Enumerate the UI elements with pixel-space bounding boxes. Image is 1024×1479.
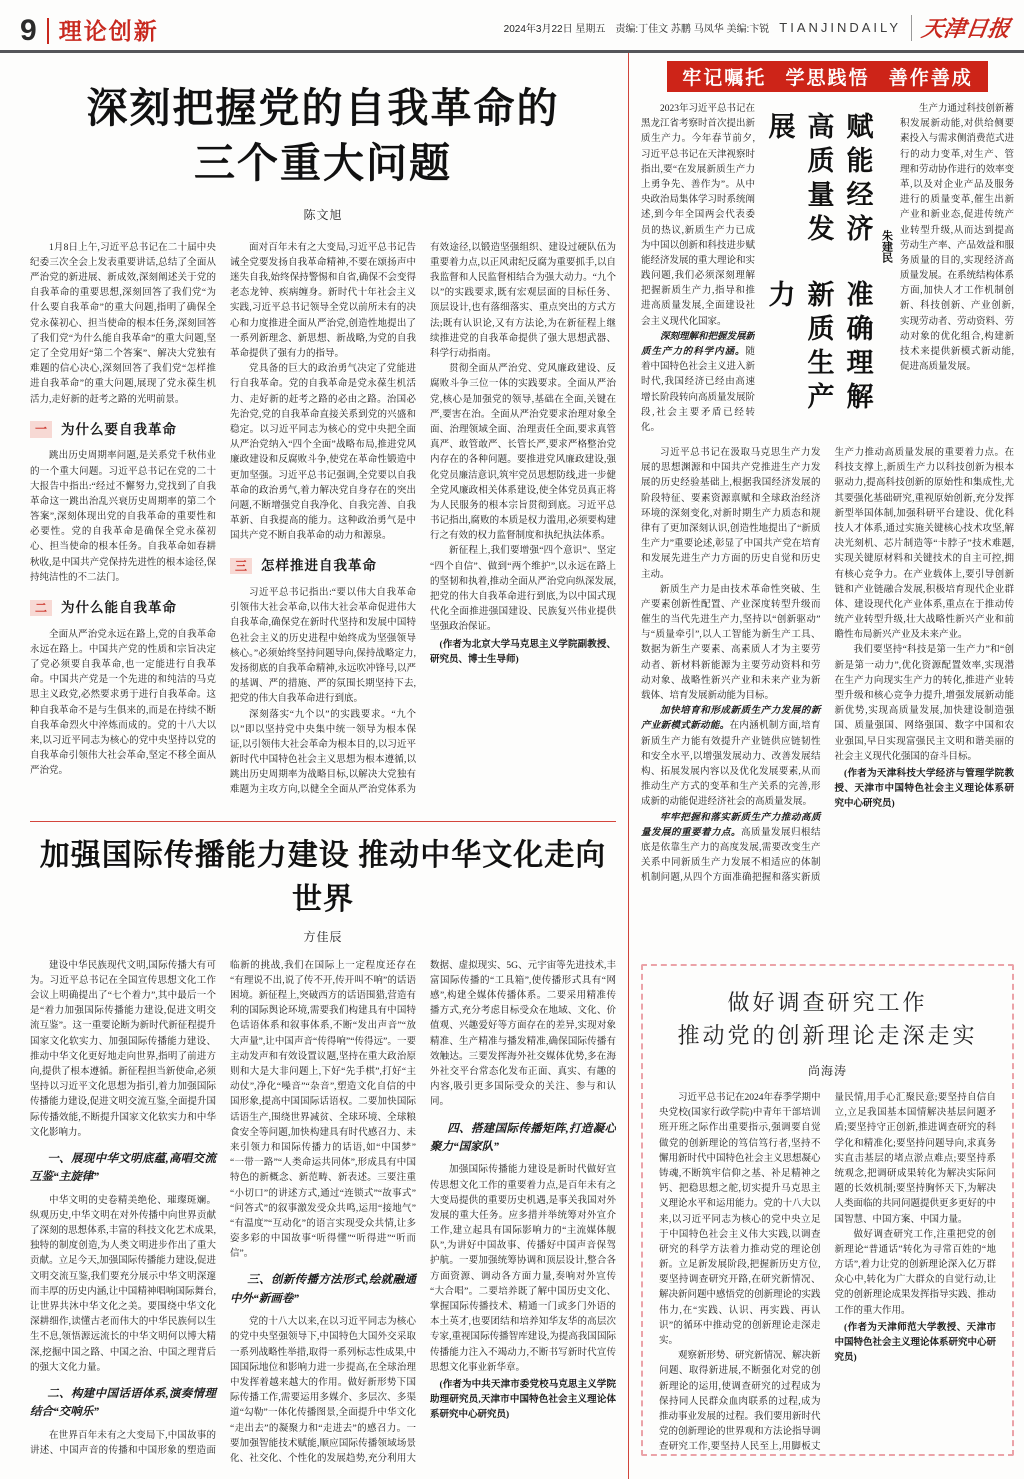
body-paragraph: 加快培育和形成新质生产力发展的新产业新模式新动能。在内涵机制方面,培育新质生产力能有效提升产业链供应链韧性和安全水平,以增强发展动力、改善发展结构、拓展发展内容以及优化发展要素,从而推动生产方式的变革和生产关系的完善,形成新的动能促进经济社会的高质量发展。 — [641, 706, 821, 808]
body-paragraph: 2023年习近平总书记在黑龙江省考察时首次提出新质生产力。今年春节前夕,习近平总书记在天津视察时指出,要“在发展新质生产力上勇争先、善作为”。从中央政治局集体学习时系统阐述,到今年全国两会代表委员的热议,新质生产力已成为中国以创新和科技进步赋能经济发展的重大理论和实践问题,我们必须深刻理解把握新质生产力,指导和推进高质量发展,全面建设社会主义现代化国家。 — [641, 104, 755, 327]
subhead-number: 三 — [230, 558, 252, 574]
byline: 尚海涛 — [807, 1064, 847, 1078]
article-headline: 加强国际传播能力建设 推动中华文化走向世界 — [39, 838, 607, 916]
section-title: 理论创新 — [58, 17, 159, 44]
left-column-region — [0, 53, 628, 1479]
body-paragraph: 跳出历史周期率问题,是关系党千秋伟业的一个重大问题。习近平总书记在党的二十大报告中指出:“经过不懈努力,党找到了自我革命这一跳出治乱兴衰历史周期率的第二个答案”,深刻体现出党的自我革命的重要性和必要性。党的自我革命是确保全党永葆初心、担当使命的根本任务。自我革命如春耕秋收,是中国共产党保持先进性的根本途径,保持纯洁性的不二法门。 — [30, 451, 216, 583]
section-subhead: 四、搭建国际传播矩阵,打造凝心聚力“国家队” — [430, 1122, 616, 1153]
section-subhead — [230, 555, 416, 577]
divider-bar — [911, 15, 912, 41]
page-number: 9 — [20, 14, 37, 47]
section-subhead: 三、创新传播方法形式,绘就融通中外“新画卷” — [230, 1274, 416, 1305]
body-paragraph: 我们要坚持“科技是第一生产力”和“创新是第一动力”,优化资源配置效率,实现潜在生产力向现实生产力的转化,推进产业转型升级和核心竞争力提升,增强发展新动能新优势,实现高质量发展,加快建设制造强国、质量强国、网络强国、数字中国和农业强国,早日实现富强民主文明和谐美丽的社会主义现代化强国的奋斗目标。 — [834, 645, 1014, 762]
subhead-number: 二 — [30, 600, 52, 616]
body-paragraph: 习近平总书记在汲取马克思生产力发展的思想渊源和中国共产党推进生产力发展的历史经验基础上,根据我国经济发展的阶段特征、要素资源禀赋和全球政治经济环境的深刻变化,对新时期生产力质态和规律有了更加深刻认识,创造性地提出了“新质生产力”重要论述,彰显了中国共产党在培育和发展先进生产力方面的历史自觉和历史主动。 — [641, 448, 821, 580]
body-paragraph: 全面从严治党永远在路上,党的自我革命永远在路上。中国共产党的性质和宗旨决定了党必须要自我革命,也一定能进行自我革命。中国共产党是一个先进的和纯洁的马克思主义政党,必然要求勇于进行自我革命。这种自我革命不是与生俱来的,而是在持续不断自我革命烈火中淬炼而成的。党的十八大以来,以习近平同志为核心的党中央坚持以党的自我革命引领伟大社会革命,坚定不移全面从严治党。 — [30, 629, 216, 777]
body-paragraph: 深刻落实“九个以”的实践要求。“九个以”即以坚持党中央集中统一领导为根本保证,以引领伟大社会革命为根本目的,以习近平新时代中国特色社会主义思想为根本遵循,以跳出历史周期率为战略目标,以解决大党独有难题为主攻方向,以健全全面从严治党体系为有效途径,以锻造坚强组织、建设过硬队伍为重要着力点,以正风肃纪反腐为重要抓手,以自我监督和人民监督相结合为强大动力。“九个以”的实践要求,既有宏观层面的目标任务、顶层设计,也有落细落实、重点突出的方式方法;既有认识论,又有方法论,为在新征程上继续推进党的自我革命提供了强大思想武器、科学行动指南。 — [230, 242, 616, 796]
body-paragraph: 建设中华民族现代文明,国际传播大有可为。习近平总书记在全国宣传思想文化工作会议上明确提出了“七个着力”,其中最后一个是“着力加强国际传播能力建设,促进文明交流互鉴”。这一重要论断为新时代新征程提升国家文化软实力、加强国际传播能力建设、推动中华文化更好地走向世界,指明了前进方向,提供了根本遵循。新征程担当新使命,必须坚持以习近平文化思想为指引,着力加强国际传播能力建设,促进文明交流互鉴,全面提升国际传播效能,不断提升国家文化软实力和中华文化影响力。 — [30, 960, 216, 1138]
author-attribution: (作者为中共天津市委党校马克思主义学院助理研究员,天津市中国特色社会主义理论体系研究中心研究员) — [430, 1379, 616, 1421]
newspaper-logo: 天津日报 — [920, 16, 1012, 41]
body-paragraph: 习近平总书记指出:“要以伟大自我革命引领伟大社会革命,以伟大社会革命促进伟大自我革命,确保党在新时代坚持和发展中国特色社会主义的历史进程中始终成为坚强领导核心。”必须始终坚持问题导向,保持战略定力,发扬彻底的自我革命精神,永远吹冲锋号,以严的基调、严的措施、严的氛围长期坚持下去,把党的伟大自我革命进行到底。 — [230, 588, 416, 705]
body-paragraph: 新征程上,我们要增强“四个意识”、坚定“四个自信”、做到“两个维护”,以永远在路上的坚韧和执着,推动全面从严治党向纵深发展,把党的伟大自我革命进行到底,为以中国式现代化全面推进强国建设、民族复兴伟业提供坚强政治保证。 — [430, 546, 616, 633]
article-body — [30, 241, 616, 809]
article-international-communication — [30, 830, 616, 1473]
section-subhead — [30, 597, 216, 619]
campaign-banner — [667, 61, 988, 92]
subhead-text: 为什么要自我革命 — [61, 421, 178, 437]
byline: 方佳辰 — [303, 929, 343, 944]
article-body — [659, 1091, 996, 1459]
right-column-region — [628, 53, 1024, 1479]
byline: 朱建民 — [880, 230, 893, 263]
page-header — [0, 0, 1024, 50]
vertical-headline — [755, 102, 900, 438]
body-paragraph: 深刻理解和把握发展新质生产力的科学内涵。随着中国特色社会主义进入新时代,我国经济已经由高速增长阶段转向高质量发展阶段,社会主要矛盾已经转化。 — [641, 331, 755, 433]
subhead-text: 怎样推进自我革命 — [261, 558, 378, 574]
paragraph-lead: 深刻理解和把握发展新质生产力的科学内涵。 — [641, 331, 755, 357]
section-masthead — [20, 16, 159, 46]
body-paragraph: 党具备的巨大的政治勇气决定了党能进行自我革命。党的自我革命是党永葆生机活力、走好新的赶考之路的必由之路。治国必先治党,党的自我革命直接关系到党的兴盛和稳定。以习近平同志为核心的党中央把全面从严治党纳入“四个全面”战略布局,推进党风廉政建设和反腐败斗争,使党在革命性锻造中更加坚强。习近平总书记强调,全党要以自我革命的政治勇气,着力解决党自身存在的突出问题,不断增强党自我净化、自我完善、自我革新、自我提高的能力。这种政治勇气是中国共产党不断自我革命的动力和源泉。 — [230, 364, 416, 542]
masthead-info — [504, 12, 1010, 43]
article-body-column — [900, 102, 1014, 438]
headline-line: 赋能经济高质量发展 — [764, 112, 873, 248]
body-paragraph: 做好调查研究工作,注重把党的创新理论“普通话”转化为寻常百姓的“地方话”,着力让党的创新理论深入亿万群众心中,转化为广大群众的自觉行动,让党的创新理论成果发挥指导实践、推动工作的重大作用。 — [834, 1229, 996, 1316]
body-paragraph: 1月8日上午,习近平总书记在二十届中央纪委三次全会上发表重要讲话,总结了全面从严治党的新进展、新成效,深刻阐述关于党的自我革命的重要思想,深刻回答了我们党“为什么要自我革命”的重大问题,指明了确保全党永葆初心、担当使命的根本任务,深刻回答了我们党“为什么能自我革命”的重大问题,坚定了全党用好“第二个答案”、解决大党独有难题的信心决心,深刻回答了我们党“怎样推进自我革命”的重大问题,展现了党永葆生机活力,走好新的赶考之路的光明前景。 — [30, 242, 216, 405]
section-subhead — [30, 419, 216, 441]
vertical-headline-text — [761, 112, 878, 438]
article-self-revolution — [30, 81, 616, 809]
paragraph-lead: 牢牢把握和落实新质生产力推动高质量发展的重要着力点。 — [641, 812, 821, 838]
body-paragraph: 贯彻全面从严治党、党风廉政建设、反腐败斗争三位一体的实践要求。全面从严治党,核心是加强党的领导,基础在全面,关键在严,要害在治。全面从严治党要求治理对象全面、治理领域全面、治理责任全面,要求真管真严、敢管敢严、长管长严,要求严格整治党内存在的各种问题。要推进党风廉政建设,强化党员廉洁意识,筑牢党员思想防线,进一步健全党风廉政相关体系建设,使全体党员真正将为人民服务的根本宗旨贯彻到底。习近平总书记指出,腐败的本质是权力滥用,必须要构建行之有效的权力监督制度和执纪执法体系。 — [430, 364, 616, 542]
body-paragraph: 生产力通过科技创新蓄积发展新动能,对供给侧要素投入与需求侧消费范式进行的动力变革,对生产、管理和劳动协作进行的效率变革,以及对企业产品及服务进行的质量变革,催生出新产业和新业态,促进传统产业转型升级,从而达到提高劳动生产率、产品效益和服务质量的目的,实现经济高质量发展。在系统结构体系方面,加快人才工作机制创新、科技创新、产业创新,实现劳动者、劳动资料、劳动对象的优化组合,构建新技术来提供新模式新动能,促进高质量发展。 — [900, 104, 1014, 373]
author-attribution: (作者为天津科技大学经济与管理学院教授、天津市中国特色社会主义理论体系研究中心研究员) — [834, 768, 1014, 810]
editors-credit: 责编:丁佳文 苏鹏 马凤华 美编:卞锐 — [615, 24, 770, 35]
subhead-text: 为什么能自我革命 — [61, 600, 178, 616]
divider-bar — [47, 18, 49, 44]
byline: 陈文旭 — [303, 207, 343, 222]
subhead-number: 一 — [30, 421, 52, 437]
article-headline — [659, 986, 996, 1052]
section-subhead: 二、构建中国话语体系,演奏情理结合“交响乐” — [30, 1387, 216, 1419]
page-content — [0, 53, 1024, 1479]
body-paragraph: 习近平总书记在2024年春季学期中央党校(国家行政学院)中青年干部培训班开班之际作出重要指示,强调要自觉做党的创新理论的笃信笃行者,坚持不懈用新时代中国特色社会主义思想凝心铸魂,不断筑牢信仰之基、补足精神之钙、把稳思想之舵,切实提升马克思主义理论水平和运用能力。党的十八大以来,以习近平同志为核心的党中央立足于中国特色社会主义伟大实践,以调查研究的科学方法着力推动党的理论创新。立足新发展阶段,把握新历史方位,要坚持调查研究开路,在研究新情况、解决新问题中感悟党的创新理论的实践伟力,在“实践、认识、再实践、再认识”的循环中推动党的创新理论走深走实。 — [659, 1093, 821, 1346]
article-body-column — [641, 102, 755, 438]
headline-line: 深刻把握党的自我革命的 — [86, 85, 560, 131]
body-paragraph: 在世界百年未有之大变局下,中国故事的讲述、中国声音的传播和中国形象的塑造面临新的挑战,我们在国际上一定程度还存在“有理说不出,说了传不开,传开叫不响”的话语困境。新征程上,突破西方的话语围猎,营造有利的国际舆论环境,需要我们构建具有中国特色话语体系和叙事体系,不断“发出声音”“放大声量”,让中国声音“传得响”“传得远”。一要主动发声和有效设置议题,坚持在重大政治原则和大是大非问题上,下好“先手棋”,打好“主动仗”,净化“噪音”“杂音”,塑造文化自信的中国形象,提高中国国际话语权。二要加快国际话语生产,围绕世界减贫、全球环境、全球粮食安全等问题,加快构建具有时代感召力、未来引领力和国际传播力的话语,如“中国梦”“一带一路”“人类命运共同体”,形成具有中国特色的新概念、新范畴、新表述。三要注重“小切口”的讲述方式,通过“连锁式”“故事式”“问答式”的叙事激发受众共鸣,运用“接地气”“有温度”“互动化”的语言实现受众共情,让多姿多彩的中国故事“听得懂”“听得进”“听而信”。 — [30, 960, 416, 1456]
article-top-row — [641, 102, 1014, 438]
body-paragraph: 加强国际传播能力建设是新时代做好宣传思想文化工作的重要着力点,是百年未有之大变局提供的重要历史机遇,是事关我国对外发展的重大任务。应多措并举统筹对外宣介工作,建立起具有国际影响力的“主流媒体舰队”,为讲好中国故事、传播好中国声音保驾护航。一要加强统筹协调和顶层设计,整合各方面资源、调动各方面力量,奏响对外宣传“大合唱”。二要培养既了解中国历史文化、掌握国际传播技术、精通一门或多门外语的本土英才,也要团结和培养知华友华的高层次专家,重视国际传播智库建设,为提高我国国际传播能力注入不竭动力,不断书写新时代宣传思想文化事业新华章。 — [430, 1165, 616, 1373]
dateline: 2024年3月22日 星期五 — [503, 24, 606, 35]
body-paragraph: 中华文明的史卷精美绝伦、璀璨斑斓。纵观历史,中华文明在对外传播中向世界贡献了深刻的思想体系,丰富的科技文化艺术成果,独特的制度创造,为人类文明进步作出了重大贡献。立足今天,加强国际传播能力建设,促进文明交流互鉴,我们要充分展示中华文明深邃而丰厚的历史内涵,让中国精神唱响国际舞台,让世界共沐中华文化之美。要围绕中华文化深耕细作,读懂古老而伟大的中华民族何以生生不息,领悟源远流长的中华文明何以博大精深,挖掘中国之路、中国之治、中国之理背后的强大文化力量。 — [30, 1195, 216, 1373]
masthead-latin: TIANJINDAILY — [779, 20, 901, 35]
banner-text: 牢记嘱托 学思践悟 善作善成 — [682, 68, 973, 89]
body-paragraph: 新质生产力是由技术革命性突破、生产要素创新性配置、产业深度转型升级而催生的当代先进生产力,坚持以“创新驱动”与“质量牵引”,以人工智能为新生产工具、数据为新生产要素、高素质人才为主要劳动者、新材料新能源为主要劳动资料和劳动对象、战略性新兴产业和未来产业为新载体、培育发展新动能为目标。 — [641, 584, 821, 701]
article-separator-rule — [30, 821, 616, 822]
body-paragraph: 面对百年未有之大变局,习近平总书记告诫全党要发扬自我革命精神,不要在颂扬声中迷失自我,始终保持警惕和自省,确保不会变得老态龙钟、疾病缠身。新时代十年社会主义实践,习近平总书记领导全党以前所未有的决心和力度推进全面从严治党,创造性地提出了一系列新理念、新思想、新战略,为党的自我革命提供了强有力的指导。 — [230, 242, 416, 359]
body-paragraph: 党的十八大以来,在以习近平同志为核心的党中央坚强领导下,中国特色大国外交采取一系列战略性举措,取得一系列标志性成果,中国国际地位和影响力进一步提高,在全球治理中发挥着越来越大的作用。做好新形势下国际传播工作,需要运用多媒介、多层次、多渠道“勾勒”一体化传播图景,全面提升中华文化“走出去”的凝聚力和“走进去”的感召力。一要加强智能技术赋能,顺应国际传播领域场景化、社交化、个性化的发展趋势,充分利用大数据、虚拟现实、5G、元宇宙等先进技术,丰富国际传播的“工具箱”,使传播形式具有“网感”,构建全媒体传播体系。二要采用精准传播方式,充分考虑目标受众在地域、文化、价值观、兴趣爱好等方面存在的差异,实现对象精准、生产精准与播发精准,确保国际传播有效触达。三要发挥海外社交媒体优势,多在海外社交平台常态化发布正面、真实、有趣的内容,吸引更多国际受众的关注、参与和认同。 — [230, 960, 616, 1464]
article-investigation-research — [641, 964, 1014, 1456]
author-attribution: (作者为天津师范大学教授、天津市中国特色社会主义理论体系研究中心研究员) — [834, 1322, 996, 1364]
article-body — [30, 959, 616, 1473]
article-headline — [30, 81, 616, 192]
section-subhead: 一、展现中华文明底蕴,高唱交流互鉴“主旋律” — [30, 1152, 216, 1184]
headline-line: 三个重大问题 — [194, 140, 452, 187]
article-new-productive-forces — [641, 102, 1014, 898]
body-paragraph: 牢牢把握和落实新质生产力推动高质量发展的重要着力点。高质量发展归根结底是依靠生产力的高度发展,需要改变生产关系中同新质生产力发展不相适应的体制机制问题,从四个方面准确把握和落实新质生产力推动高质量发展的重要着力点。在科技支撑上,新质生产力以科技创新为根本驱动力,提高科技创新的原始性和集成性,尤其要强化基础研究,重视原始创新,充分发挥新型举国体制,加强科研平台建设、优化科技人才体系,通过实施关键核心技术攻坚,解决光刻机、芯片制造等“卡脖子”技术难题,实现关键原材料和关键技术的自主可控,拥有核心竞争力。在产业载体上,要引导创新链和产业链融合发展,积极培育现代企业群体、建设现代化产业体系,重点在于推动传统产业转型升级,壮大战略性新兴产业和前瞻性布局新兴产业及未来产业。 — [641, 448, 1014, 884]
headline-line: 推动党的创新理论走深走实 — [677, 1023, 978, 1048]
headline-line: 做好调查研究工作 — [727, 990, 928, 1015]
paragraph-lead: 加快培育和形成新质生产力发展的新产业新模式新动能。 — [641, 706, 821, 732]
headline-line: 准确理解新质生产力 — [764, 280, 873, 416]
article-body — [641, 446, 1014, 898]
author-attribution: (作者为北京大学马克思主义学院副教授、研究员、博士生导师) — [430, 639, 616, 665]
body-paragraph: 观察新形势、研究新情况、解决新问题、取得新进展,不断强化对党的创新理论的运用,使调查研究的过程成为保持同人民群众血肉联系的过程,成为推动事业发展的过程。我们要用新时代党的创新理论的世界观和方法论指导调查研究工作,要坚持人民至上,用脚板丈量民情,用手心汇聚民意;要坚持自信自立,立足我国基本国情解决基层问题矛盾;要坚持守正创新,推进调查研究的科学化和精准化;要坚持问题导向,求真务实直击基层的堵点淤点难点;要坚持系统观念,把调研成果转化为解决实际问题的长效机制;要坚持胸怀天下,为解决人类面临的共同问题提供更多更好的中国智慧、中国方案、中国力量。 — [659, 1093, 996, 1453]
